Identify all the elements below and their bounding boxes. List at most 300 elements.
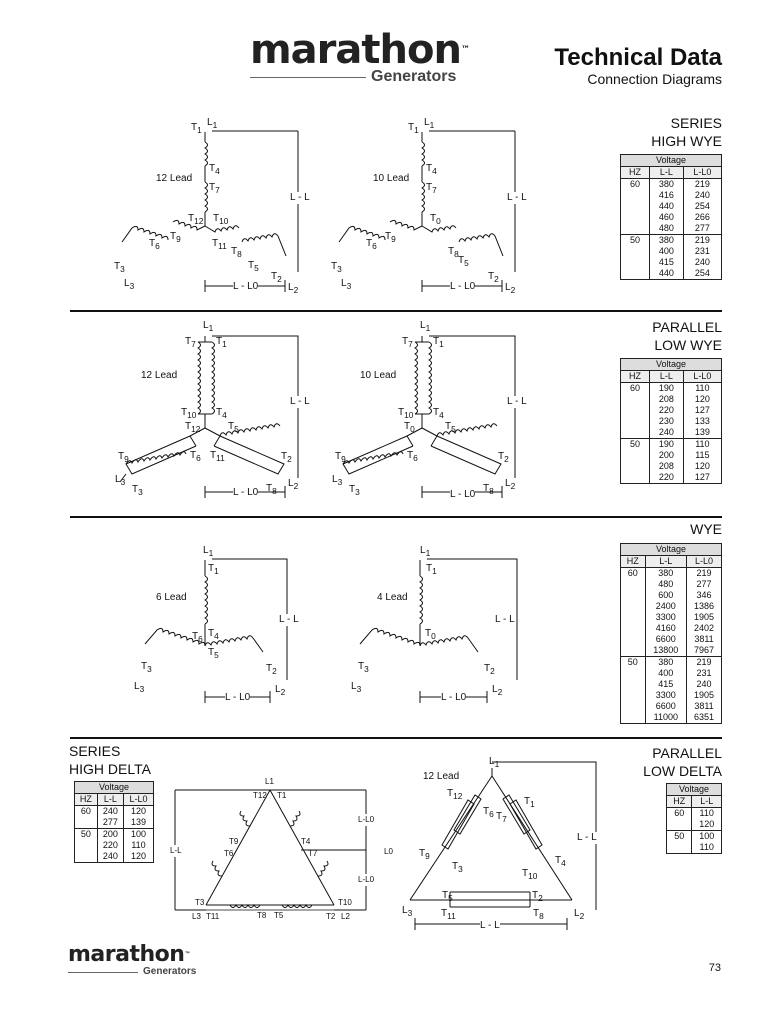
terminal-number: 9 (391, 234, 396, 244)
ll-value: 240 (102, 806, 118, 816)
terminal-l2 (574, 908, 584, 922)
terminal-number: 12 (191, 424, 201, 434)
terminal-t3: T3 (195, 898, 205, 907)
footer-brand-subtitle: Generators (143, 966, 197, 977)
ll-value: 440 (658, 201, 674, 211)
ll0-value: 1905 (693, 690, 715, 700)
ll-dimension: L - L (495, 614, 515, 625)
terminal-l2: L2 (341, 912, 350, 921)
terminal-number: 1 (439, 339, 444, 349)
ll-dimension: L - L (507, 192, 527, 203)
ll0-value: 3811 (694, 634, 714, 644)
line-subscript: 1 (208, 323, 214, 333)
terminal-letter: T (185, 336, 192, 347)
page-title: Technical Data (554, 44, 722, 71)
terminal-letter: T (452, 861, 459, 872)
terminal-letter: T (208, 647, 215, 658)
table-caption: Voltage (621, 359, 722, 371)
column-header: HZ (667, 796, 692, 808)
terminal-letter: T (533, 908, 540, 919)
terminal-t4 (209, 163, 220, 177)
footer-brand-logo (68, 944, 190, 966)
terminal-t1: T1 (277, 791, 287, 800)
terminal-number: 5 (254, 263, 259, 273)
section-title-line: LOW WYE (654, 337, 722, 353)
terminal-t3 (114, 261, 125, 275)
terminal-t6 (366, 238, 377, 252)
terminal-letter: T (331, 261, 338, 272)
ll-value: 480 (658, 579, 674, 589)
terminal-l2 (288, 478, 298, 492)
terminal-t3 (132, 484, 143, 498)
line-subscript: 3 (139, 684, 145, 694)
terminal-number: 5 (448, 893, 453, 903)
terminal-number: 1 (222, 339, 227, 349)
hz-cell: 60 (75, 806, 98, 829)
line-subscript: 2 (293, 481, 299, 491)
terminal-l3 (134, 681, 144, 695)
terminal-number: 5 (464, 258, 469, 268)
terminal-t6: T6 (224, 849, 234, 858)
page-subtitle: Connection Diagrams (587, 71, 722, 87)
terminal-number: 6 (198, 634, 203, 644)
table-caption: Voltage (621, 155, 722, 167)
line-subscript: 2 (497, 687, 503, 697)
terminal-letter: T (191, 122, 198, 133)
terminal-t2 (488, 271, 499, 285)
terminal-letter: T (488, 271, 495, 282)
ll-dimension: L - L (480, 920, 500, 931)
terminal-letter: T (231, 246, 238, 257)
line-subscript: 3 (120, 477, 126, 487)
terminal-t11 (210, 450, 225, 464)
terminal-letter: T (484, 663, 491, 674)
terminal-letter: T (266, 663, 273, 674)
terminal-t6 (483, 806, 494, 820)
terminal-number: 2 (277, 274, 282, 284)
ll0-value: 2402 (693, 623, 715, 633)
lead-count-label: 10 Lead (360, 370, 397, 381)
terminal-t11: T11 (206, 912, 220, 921)
ll0-value: 219 (694, 235, 710, 245)
ll-value: 460 (658, 212, 674, 222)
terminal-t4: T4 (301, 837, 311, 846)
ll0-value: 346 (696, 590, 712, 600)
ll-dimension: L - L (290, 192, 310, 203)
line-letter: L (402, 905, 408, 916)
footer-brand-underline (68, 972, 138, 973)
terminal-t0 (430, 213, 441, 227)
terminal-t11 (212, 238, 227, 252)
line-subscript: 1 (425, 548, 431, 558)
terminal-t5 (458, 255, 469, 269)
ll0-value: 120 (131, 806, 147, 816)
terminal-number: 1 (432, 566, 437, 576)
ll0-value: 139 (694, 427, 710, 437)
terminal-letter: T (433, 336, 440, 347)
ll-dimension: L - L (290, 396, 310, 407)
section-title-line: HIGH WYE (651, 133, 722, 149)
terminal-t10 (213, 213, 228, 227)
terminal-letter: T (555, 855, 562, 866)
section-title-line: HIGH DELTA (69, 761, 151, 777)
hz-cell: 50 (667, 831, 692, 854)
terminal-number: 2 (504, 454, 509, 464)
terminal-t1 (524, 796, 535, 810)
ll-value: 6600 (655, 701, 676, 711)
terminal-letter: T (522, 868, 529, 879)
line-letter: L (420, 545, 426, 556)
ll0-value: 115 (695, 450, 710, 460)
section-title-line: SERIES (670, 115, 722, 131)
terminal-t4 (216, 407, 227, 421)
terminal-t3 (358, 661, 369, 675)
terminal-number: 0 (431, 631, 436, 641)
terminal-number: 4 (222, 410, 227, 420)
terminal-number: 3 (458, 864, 463, 874)
terminal-t9 (335, 451, 346, 465)
terminal-l2 (505, 478, 515, 492)
ll-value: 3300 (655, 690, 676, 700)
hz-cell: 60 (667, 808, 692, 831)
column-header: L-L0 (687, 556, 722, 568)
terminal-number: 4 (561, 858, 566, 868)
ll-dimension: L - L (577, 832, 597, 843)
ll-value: 240 (658, 427, 674, 437)
terminal-letter: T (192, 631, 199, 642)
line-subscript: 1 (425, 323, 431, 333)
terminal-t12 (447, 788, 462, 802)
l0-terminal: L0 (384, 847, 393, 856)
terminal-t1 (208, 563, 219, 577)
column-header: L-L (650, 371, 684, 383)
terminal-number: 6 (489, 809, 494, 819)
terminal-t8 (231, 246, 242, 260)
terminal-letter: T (524, 796, 531, 807)
terminal-l1 (203, 545, 213, 559)
terminal-t10 (398, 407, 413, 421)
ll0-value: 100 (131, 829, 147, 839)
ll-value: 200 (658, 450, 674, 460)
terminal-letter: T (419, 848, 426, 859)
ll0-dimension: L - L0 (450, 489, 476, 500)
line-letter: L (207, 117, 213, 128)
ll0-value: 1386 (693, 601, 715, 611)
terminal-t7 (426, 182, 437, 196)
line-subscript: 1 (494, 759, 500, 769)
terminal-number: 8 (272, 486, 277, 496)
terminal-l3 (332, 474, 342, 488)
table-caption: Voltage (667, 784, 722, 796)
lead-count-label: 6 Lead (156, 592, 187, 603)
terminal-letter: T (185, 421, 192, 432)
terminal-number: 12 (194, 216, 204, 226)
terminal-letter: T (149, 238, 156, 249)
terminal-t2 (271, 271, 282, 285)
terminal-t7 (496, 811, 507, 825)
ll-value: 400 (658, 668, 674, 678)
terminal-t4 (426, 163, 437, 177)
terminal-letter: T (402, 336, 409, 347)
ll0-value: 231 (694, 246, 710, 256)
terminal-number: 7 (191, 339, 196, 349)
terminal-letter: T (407, 450, 414, 461)
terminal-t6 (190, 450, 201, 464)
terminal-t2 (532, 890, 543, 904)
terminal-t12: T12 (253, 791, 267, 800)
ll-value: 380 (658, 179, 674, 189)
hz-cell: 60 (621, 383, 650, 439)
terminal-t6 (192, 631, 203, 645)
lead-count-label: 4 Lead (377, 592, 408, 603)
ll0-value: 219 (696, 568, 712, 578)
terminal-t7 (402, 336, 413, 350)
section-title-line: PARALLEL (652, 319, 722, 335)
hz-cell: 50 (621, 235, 650, 280)
line-letter: L (424, 117, 430, 128)
ll0-dimension: L - L0 (441, 692, 467, 703)
line-letter: L (288, 478, 294, 489)
terminal-t2 (498, 451, 509, 465)
ll0-value: 240 (694, 190, 710, 200)
ll0-value: 3811 (694, 701, 714, 711)
ll0-dimension: L - L0 (233, 487, 259, 498)
terminal-t10 (181, 407, 196, 421)
lead-count-label: 12 Lead (423, 771, 460, 782)
terminal-number: 1 (197, 125, 202, 135)
terminal-t12 (185, 421, 200, 435)
ll0-value: 254 (694, 268, 710, 278)
terminal-letter: T (458, 255, 465, 266)
terminal-l2 (288, 282, 298, 296)
terminal-t5 (248, 260, 259, 274)
terminal-number: 4 (439, 410, 444, 420)
terminal-number: 9 (176, 234, 181, 244)
terminal-number: 5 (451, 424, 456, 434)
terminal-number: 6 (155, 241, 160, 251)
terminal-number: 8 (454, 249, 459, 259)
terminal-number: 6 (372, 241, 377, 251)
terminal-number: 12 (453, 791, 463, 801)
terminal-letter: T (426, 563, 433, 574)
line-subscript: 3 (337, 477, 343, 487)
terminal-t3 (349, 484, 360, 498)
terminal-t3 (331, 261, 342, 275)
hz-cell: 50 (621, 657, 646, 724)
column-header: HZ (621, 371, 650, 383)
terminal-t2: T2 (326, 912, 336, 921)
terminal-letter: T (483, 483, 490, 494)
ll-value: 230 (658, 416, 674, 426)
line-letter: L (505, 282, 511, 293)
terminal-letter: T (190, 450, 197, 461)
line-subscript: 2 (510, 481, 516, 491)
line-subscript: 2 (510, 285, 516, 295)
column-header: L-L (692, 796, 722, 808)
terminal-t2 (281, 451, 292, 465)
column-header: L-L0 (683, 371, 721, 383)
ll0-dimension: L - L0 (450, 281, 476, 292)
ll-dimension: L - L (279, 614, 299, 625)
terminal-number: 11 (218, 241, 227, 251)
terminal-letter: T (266, 483, 273, 494)
terminal-t5 (208, 647, 219, 661)
ll-value: 190 (658, 439, 674, 449)
terminal-number: 3 (337, 264, 342, 274)
terminal-l1 (203, 320, 213, 334)
terminal-number: 10 (404, 410, 414, 420)
terminal-t1 (433, 336, 444, 350)
hz-cell: 60 (621, 568, 646, 657)
ll-value: 480 (658, 223, 674, 233)
terminal-l1 (420, 320, 430, 334)
column-header: L-L (645, 556, 686, 568)
terminal-number: 7 (432, 185, 437, 195)
line-letter: L (505, 478, 511, 489)
column-header: L-L (97, 794, 123, 806)
terminal-letter: T (141, 661, 148, 672)
terminal-number: 0 (436, 216, 441, 226)
terminal-letter: T (132, 484, 139, 495)
terminal-t8 (266, 483, 277, 497)
ll-value: 6600 (655, 634, 676, 644)
terminal-letter: T (248, 260, 255, 271)
terminal-l3 (341, 278, 351, 292)
terminal-t6 (149, 238, 160, 252)
ll0-value: 110 (695, 439, 710, 449)
ll-value: 415 (658, 679, 674, 689)
ll0-value: 240 (694, 257, 710, 267)
line-subscript: 3 (407, 908, 413, 918)
terminal-t9: T9 (229, 837, 239, 846)
terminal-letter: T (170, 231, 177, 242)
trademark: ™ (460, 45, 469, 55)
ll-value: 400 (658, 246, 674, 256)
terminal-number: 2 (538, 893, 543, 903)
ll-value: 220 (658, 472, 674, 482)
terminal-number: 4 (432, 166, 437, 176)
terminal-number: 9 (425, 851, 430, 861)
terminal-letter: T (216, 336, 223, 347)
ll0-dimension: L-L0 (358, 815, 375, 824)
line-subscript: 2 (579, 911, 585, 921)
terminal-letter: T (408, 122, 415, 133)
terminal-t2 (484, 663, 495, 677)
terminal-t5 (442, 890, 453, 904)
ll0-dimension: L-L0 (358, 875, 375, 884)
table-caption: Voltage (75, 782, 154, 794)
line-letter: L (489, 756, 495, 767)
terminal-letter: T (271, 271, 278, 282)
footer-trademark: ™ (184, 951, 190, 958)
section-title-line: SERIES (69, 743, 121, 759)
ll0-value: 277 (694, 223, 710, 233)
terminal-letter: T (212, 238, 219, 249)
terminal-letter: T (433, 407, 440, 418)
terminal-number: 8 (539, 911, 544, 921)
line-subscript: 3 (129, 281, 135, 291)
terminal-t3 (452, 861, 463, 875)
ll-value: 208 (658, 394, 674, 404)
ll-value: 208 (658, 461, 674, 471)
page-number: 73 (708, 962, 721, 974)
terminal-letter: T (442, 890, 449, 901)
terminal-letter: T (366, 238, 373, 249)
footer-brand-wordmark: marathon (68, 942, 185, 967)
terminal-t4 (433, 407, 444, 421)
line-letter: L (288, 282, 294, 293)
terminal-letter: T (335, 451, 342, 462)
terminal-t4 (555, 855, 566, 869)
ll0-value: 133 (694, 416, 710, 426)
terminal-t7 (209, 182, 220, 196)
terminal-t5 (445, 421, 456, 435)
terminal-number: 7 (215, 185, 220, 195)
ll-value: 3300 (655, 612, 676, 622)
terminal-t1 (426, 563, 437, 577)
terminal-l3 (351, 681, 361, 695)
ll0-value: 7967 (693, 645, 715, 655)
terminal-number: 3 (364, 664, 369, 674)
terminal-number: 1 (214, 566, 219, 576)
terminal-letter: T (208, 563, 215, 574)
line-subscript: 2 (280, 687, 286, 697)
terminal-t9 (385, 231, 396, 245)
terminal-letter: T (114, 261, 121, 272)
lead-count-label: 10 Lead (373, 173, 410, 184)
ll0-value: 127 (694, 405, 710, 415)
terminal-letter: T (496, 811, 503, 822)
terminal-number: 3 (120, 264, 125, 274)
terminal-number: 6 (413, 453, 418, 463)
terminal-t9 (419, 848, 430, 862)
terminal-letter: T (425, 628, 432, 639)
terminal-l2 (275, 684, 285, 698)
terminal-number: 8 (489, 486, 494, 496)
ll0-value: 110 (131, 840, 146, 850)
table-caption: Voltage (621, 544, 722, 556)
column-header: L-L0 (124, 794, 154, 806)
ll-value: 110 (699, 842, 714, 852)
ll0-value: 219 (694, 179, 710, 189)
terminal-letter: T (426, 182, 433, 193)
ll0-value: 120 (131, 851, 147, 861)
terminal-t0 (425, 628, 436, 642)
section-title-line: WYE (690, 521, 722, 537)
ll-value: 2400 (655, 601, 676, 611)
line-letter: L (574, 908, 580, 919)
column-header: HZ (75, 794, 98, 806)
terminal-letter: T (430, 213, 437, 224)
terminal-t5: T5 (274, 911, 284, 920)
terminal-number: 5 (234, 424, 239, 434)
ll0-value: 127 (694, 472, 710, 482)
terminal-l1 (424, 117, 434, 131)
ll0-value: 231 (696, 668, 712, 678)
section-title-line: PARALLEL (652, 745, 722, 761)
terminal-letter: T (118, 451, 125, 462)
ll-dimension: L - L (507, 396, 527, 407)
ll-value: 277 (102, 817, 118, 827)
ll-value: 190 (658, 383, 674, 393)
line-letter: L (341, 278, 347, 289)
terminal-letter: T (447, 788, 454, 799)
terminal-number: 7 (408, 339, 413, 349)
terminal-t4 (208, 628, 219, 642)
terminal-l1 (489, 756, 499, 770)
terminal-t10 (522, 868, 537, 882)
ll0-value: 240 (696, 679, 712, 689)
